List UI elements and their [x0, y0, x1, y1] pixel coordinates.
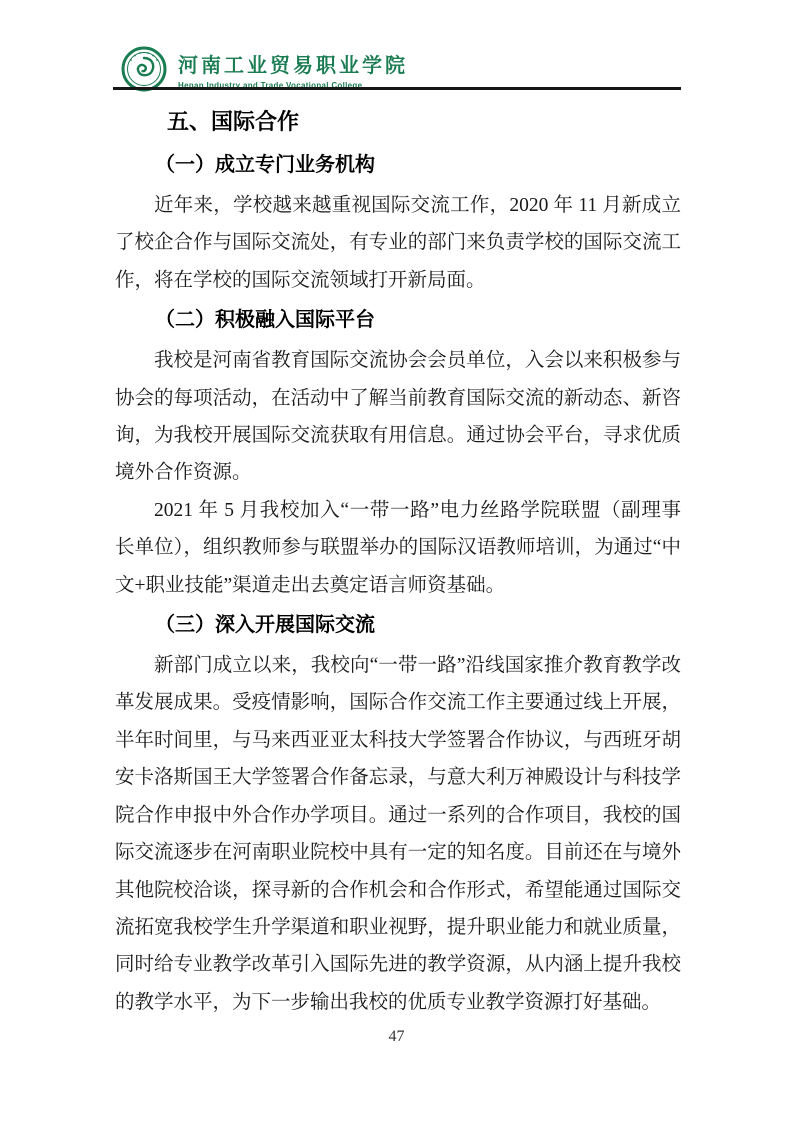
paragraph-3: 2021 年 5 月我校加入“一带一路”电力丝路学院联盟（副理事长单位），组织教师参与联盟举办的国际汉语教师培训，为通过“中文+职业技能”渠道走出去奠定语言师资基础。	[115, 499, 681, 596]
school-name-block	[178, 49, 408, 90]
school-logo-icon	[121, 46, 167, 92]
paragraph-4: 新部门成立以来，我校向“一带一路”沿线国家推介教育教学改革发展成果。受疫情影响，国际合作交流工作主要通过线上开展，半年时间里，与马来西亚亚太科技大学签署合作协议，与西班牙胡安卡洛斯国王大学签署合作备忘录，与意大利万神殿设计与科技学院合作申报中外合作办学项目。通过一系列的合作项目，我校的国际交流逐步在河南职业院校中具有一定的知名度。目前还在与境外其他院校洽谈，探寻新的合作机会和合作形式，希望能通过国际交流拓宽我校学生升学渠道和职业视野，提升职业能力和就业质量，同时给专业教学改革引入国际先进的教学资源，从内涵上提升我校的教学水平，为下一步输出我校的优质专业教学资源打好基础。	[115, 655, 681, 1013]
section-heading-1: （一）成立专门业务机构	[155, 154, 375, 176]
school-name-zh: 河南工业贸易职业学院	[178, 54, 408, 77]
page-header	[121, 46, 408, 92]
chapter-title: 五、国际合作	[167, 109, 300, 134]
page-footer	[0, 1028, 793, 1046]
header-rule	[113, 87, 681, 90]
document-body	[115, 104, 681, 1021]
section-heading-3: （三）深入开展国际交流	[155, 614, 375, 637]
school-name-en: Henan Industry and Trade Vocational College	[178, 80, 363, 90]
paragraph-2: 我校是河南省教育国际交流协会会员单位，入会以来积极参与协会的每项活动，在活动中了解当前教育国际交流的新动态、新咨询，为我校开展国际交流获取有用信息。通过协会平台，寻求优质境外合作资源。	[115, 350, 681, 484]
paragraph-1: 近年来，学校越来越重视国际交流工作，2020 年 11 月新成立了校企合作与国际交流处，有专业的部门来负责学校的国际交流工作，将在学校的国际交流领域打开新局面。	[115, 195, 681, 291]
page-number: 47	[388, 1028, 405, 1045]
section-heading-2: （二）积极融入国际平台	[155, 309, 375, 332]
